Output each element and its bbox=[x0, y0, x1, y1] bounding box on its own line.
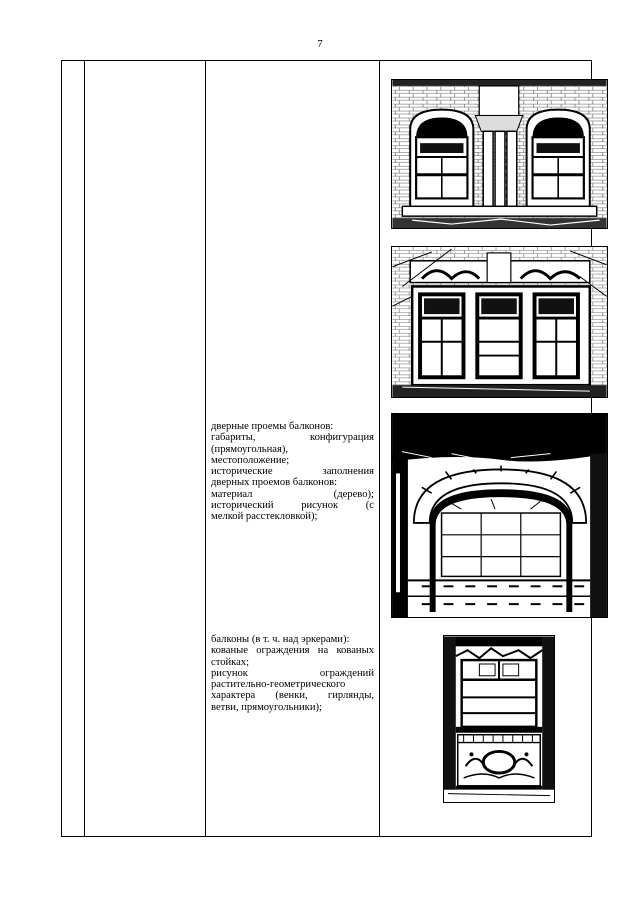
page-number: 7 bbox=[317, 38, 323, 50]
text-line: дверных проемов балконов: bbox=[211, 477, 338, 489]
facade-photo-triple-windows-graphic bbox=[392, 247, 607, 397]
text-line: характера (венки, гирлянды, bbox=[211, 690, 374, 702]
text-line: дверные проемы балконов: bbox=[211, 421, 334, 432]
text-block-balcony-doors bbox=[211, 421, 374, 523]
text-line: (прямоугольная), bbox=[211, 443, 289, 455]
facade-photo-arched-balcony-door-graphic bbox=[392, 414, 607, 617]
facade-photo-arched-windows bbox=[391, 79, 608, 229]
text-block-balconies bbox=[211, 634, 374, 713]
document-table bbox=[61, 60, 592, 837]
text-line: растительно-геометрического bbox=[211, 679, 346, 691]
column-divider bbox=[84, 61, 85, 836]
text-line: местоположение; bbox=[211, 454, 290, 466]
text-line: рисунок ограждений bbox=[211, 667, 374, 679]
text-line: исторические заполнения bbox=[211, 466, 374, 478]
text-line: исторический рисунок (с bbox=[211, 500, 374, 512]
text-line: материал (дерево); bbox=[211, 488, 374, 500]
text-line: стойках; bbox=[211, 656, 250, 668]
text-line: балконы (в т. ч. над эркерами): bbox=[211, 634, 350, 645]
text-line: кованые ограждения на кованых bbox=[211, 645, 374, 657]
text-line: габариты, конфигурация bbox=[211, 432, 374, 444]
column-divider bbox=[379, 61, 380, 836]
text-line: ветви, прямоугольники); bbox=[211, 701, 322, 713]
column-divider bbox=[205, 61, 206, 836]
facade-photo-arched-windows-graphic bbox=[392, 80, 607, 228]
facade-photo-triple-windows bbox=[391, 246, 608, 398]
facade-photo-arched-balcony-door bbox=[391, 413, 608, 618]
facade-photo-balcony-railing-graphic bbox=[444, 636, 554, 802]
text-line: мелкой расстекловкой); bbox=[211, 511, 318, 523]
facade-photo-balcony-railing bbox=[443, 635, 555, 803]
